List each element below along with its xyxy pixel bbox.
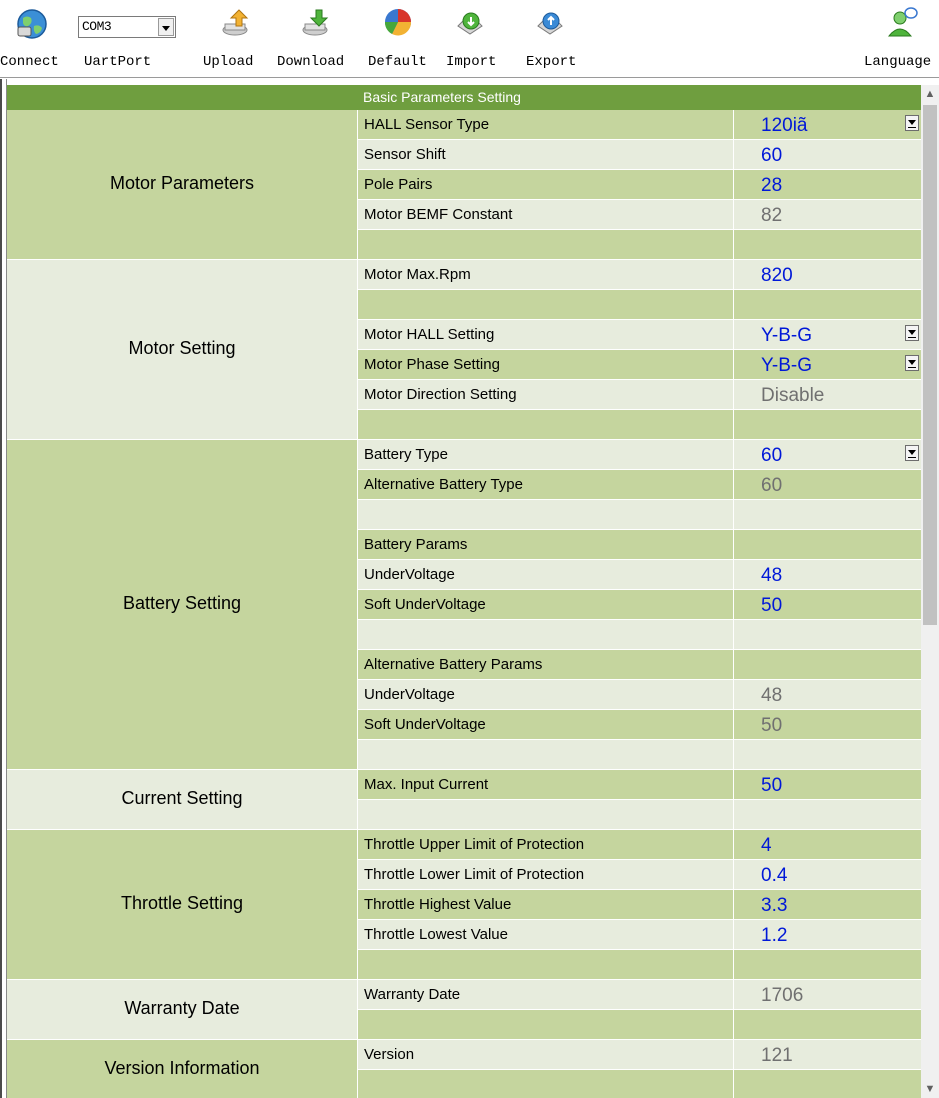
parameter-grid-frame	[0, 79, 939, 1098]
parameter-row	[357, 950, 921, 980]
parameter-label: Throttle Highest Value	[364, 896, 512, 913]
dropdown-arrow-icon[interactable]	[905, 325, 919, 341]
parameter-value-cell	[733, 230, 921, 259]
parameter-label-cell	[357, 920, 733, 949]
uartport-label: UartPort	[84, 54, 152, 70]
parameter-label: Max. Input Current	[364, 776, 489, 793]
upload-button[interactable]	[203, 0, 277, 76]
parameter-label-cell	[357, 650, 733, 679]
parameter-value-select[interactable]	[733, 350, 921, 379]
group-label: Motor Setting	[128, 338, 236, 358]
parameter-value-cell	[733, 1010, 921, 1039]
parameter-value-cell	[733, 410, 921, 439]
parameter-label-cell	[357, 380, 733, 409]
language-label: Language	[864, 54, 932, 70]
parameter-row	[357, 170, 921, 200]
parameter-row	[357, 620, 921, 650]
parameter-label-cell	[357, 1010, 733, 1039]
parameter-label-cell	[357, 470, 733, 499]
parameter-value: Y-B-G	[761, 325, 813, 346]
parameter-value: 121	[761, 1045, 793, 1066]
parameter-row	[357, 440, 921, 470]
export-label: Export	[526, 54, 577, 70]
port-select-value: COM3	[82, 19, 112, 34]
parameter-value: 28	[761, 175, 783, 196]
parameter-label: Alternative Battery Params	[364, 656, 543, 673]
parameter-label-cell	[357, 680, 733, 709]
parameter-row	[357, 680, 921, 710]
download-button[interactable]	[277, 0, 359, 76]
parameter-row	[357, 380, 921, 410]
parameter-row	[357, 800, 921, 830]
parameter-label-cell	[357, 830, 733, 859]
parameter-label: Throttle Lowest Value	[364, 926, 508, 943]
parameter-label-cell	[357, 320, 733, 349]
parameter-row	[357, 920, 921, 950]
connect-label: Connect	[0, 54, 59, 70]
parameter-value: 48	[761, 685, 783, 706]
parameter-label: UnderVoltage	[364, 566, 455, 583]
parameter-value-cell	[733, 200, 921, 229]
toolbar	[0, 0, 939, 78]
parameter-label: UnderVoltage	[364, 686, 455, 703]
parameter-label: Motor Direction Setting	[364, 386, 517, 403]
parameter-row	[357, 740, 921, 770]
parameter-label: Throttle Upper Limit of Protection	[364, 836, 585, 853]
parameter-label: Motor Phase Setting	[364, 356, 500, 373]
parameter-label: Motor BEMF Constant	[364, 206, 513, 223]
parameter-label: Motor Max.Rpm	[364, 266, 471, 283]
parameter-label-cell	[357, 230, 733, 259]
parameter-row	[357, 860, 921, 890]
group-battery-setting	[7, 440, 357, 770]
parameter-value-cell	[733, 800, 921, 829]
group-current-setting	[7, 770, 357, 830]
parameter-label-cell	[357, 620, 733, 649]
parameter-label-cell	[357, 200, 733, 229]
parameter-value-cell[interactable]	[733, 890, 921, 919]
parameter-label-cell	[357, 710, 733, 739]
parameter-row	[357, 650, 921, 680]
parameter-row	[357, 1040, 921, 1070]
parameter-row	[357, 560, 921, 590]
parameter-row	[357, 290, 921, 320]
parameter-label-cell	[357, 440, 733, 469]
parameter-value: 50	[761, 715, 783, 736]
parameter-row	[357, 530, 921, 560]
parameter-label: Throttle Lower Limit of Protection	[364, 866, 585, 883]
parameter-value: 820	[761, 265, 793, 286]
parameter-label: Soft UnderVoltage	[364, 716, 486, 733]
parameter-row	[357, 320, 921, 350]
parameter-value: Disable	[761, 385, 825, 406]
parameter-row	[357, 710, 921, 740]
parameter-label: Soft UnderVoltage	[364, 596, 486, 613]
parameter-value-cell	[733, 980, 921, 1009]
group-throttle-setting	[7, 830, 357, 980]
language-user-icon	[886, 6, 918, 38]
grid-header	[7, 85, 921, 110]
grid-header-title: Basic Parameters Setting	[363, 89, 521, 105]
parameter-value: 120iã	[761, 115, 808, 136]
parameter-value-select[interactable]	[733, 320, 921, 349]
parameter-label: Warranty Date	[364, 986, 461, 1003]
parameter-value-select[interactable]	[733, 440, 921, 469]
default-pie-icon	[382, 6, 414, 38]
parameter-value-select[interactable]	[733, 110, 921, 139]
parameter-label-cell	[357, 170, 733, 199]
parameter-value: 60	[761, 475, 783, 496]
parameter-value: 50	[761, 595, 783, 616]
default-label: Default	[368, 54, 427, 70]
parameter-value: 50	[761, 775, 783, 796]
vertical-scrollbar[interactable]	[921, 85, 939, 1098]
parameter-value-cell	[733, 740, 921, 769]
parameter-value-cell[interactable]	[733, 170, 921, 199]
parameter-value-cell	[733, 1040, 921, 1069]
parameter-row	[357, 110, 921, 140]
parameter-label-cell	[357, 740, 733, 769]
default-button[interactable]	[368, 0, 442, 76]
parameter-value: 60	[761, 145, 783, 166]
parameter-label-cell	[357, 1070, 733, 1098]
parameter-label-cell	[357, 770, 733, 799]
parameter-label-cell	[357, 980, 733, 1009]
connect-globe-icon	[16, 8, 48, 40]
parameter-value-cell	[733, 950, 921, 979]
parameter-row	[357, 230, 921, 260]
group-version-information	[7, 1040, 357, 1098]
parameter-value-cell	[733, 290, 921, 319]
parameter-value-cell	[733, 620, 921, 649]
parameter-value: 60	[761, 445, 783, 466]
parameter-label-cell	[357, 950, 733, 979]
group-label: Battery Setting	[122, 593, 242, 613]
parameter-label-cell	[357, 860, 733, 889]
parameter-label: Battery Type	[364, 446, 448, 463]
parameter-value-cell[interactable]	[733, 860, 921, 889]
parameter-grid	[7, 85, 921, 1098]
parameter-value-cell	[733, 1070, 921, 1098]
parameter-label-cell	[357, 110, 733, 139]
parameter-value-cell[interactable]	[733, 830, 921, 859]
parameter-value-cell	[733, 680, 921, 709]
parameter-value-cell	[733, 380, 921, 409]
group-label: Warranty Date	[124, 998, 240, 1018]
parameter-row	[357, 260, 921, 290]
parameter-value-cell	[733, 500, 921, 529]
parameter-value-cell[interactable]	[733, 560, 921, 589]
parameter-value: 1.2	[761, 925, 788, 946]
group-label: Version Information	[104, 1058, 260, 1078]
parameter-row	[357, 590, 921, 620]
parameter-value: 3.3	[761, 895, 788, 916]
parameter-row	[357, 890, 921, 920]
export-disc-icon	[534, 6, 566, 38]
parameter-value: 1706	[761, 985, 804, 1006]
parameter-value: 82	[761, 205, 783, 226]
group-motor-parameters	[7, 110, 357, 260]
parameter-label-cell	[357, 140, 733, 169]
parameter-value: Y-B-G	[761, 355, 813, 376]
parameter-row	[357, 140, 921, 170]
scrollbar-thumb[interactable]	[923, 105, 937, 625]
parameter-row	[357, 1070, 921, 1098]
parameter-label-cell	[357, 590, 733, 619]
parameter-label-cell	[357, 530, 733, 559]
dropdown-arrow-icon[interactable]	[905, 445, 919, 461]
frame-border	[0, 79, 2, 1098]
parameter-value-cell[interactable]	[733, 920, 921, 949]
dropdown-arrow-icon[interactable]	[905, 115, 919, 131]
parameter-value-cell[interactable]	[733, 140, 921, 169]
scroll-up-icon[interactable]: ▲	[924, 88, 936, 100]
parameter-value-cell	[733, 530, 921, 559]
upload-label: Upload	[203, 54, 254, 70]
parameter-label-cell	[357, 560, 733, 589]
parameter-label-cell	[357, 260, 733, 289]
group-label: Throttle Setting	[120, 893, 244, 913]
parameter-row	[357, 500, 921, 530]
parameter-label-cell	[357, 410, 733, 439]
parameter-value-cell	[733, 710, 921, 739]
import-button[interactable]	[446, 0, 510, 76]
upload-icon	[221, 6, 253, 38]
parameter-label-cell	[357, 290, 733, 319]
parameter-label-cell	[357, 500, 733, 529]
parameter-value-cell[interactable]	[733, 770, 921, 799]
parameter-value: 0.4	[761, 865, 788, 886]
parameter-label: Version	[364, 1046, 415, 1063]
export-button[interactable]	[526, 0, 590, 76]
parameter-row	[357, 980, 921, 1010]
group-warranty-date	[7, 980, 357, 1040]
language-button[interactable]	[862, 0, 939, 76]
parameter-value: 48	[761, 565, 783, 586]
download-icon	[301, 6, 333, 38]
group-motor-setting	[7, 260, 357, 440]
parameter-value: 4	[761, 835, 772, 856]
parameter-value-cell[interactable]	[733, 260, 921, 289]
parameter-label: Battery Params	[364, 536, 468, 553]
parameter-value-cell	[733, 650, 921, 679]
parameter-label: Alternative Battery Type	[364, 476, 523, 493]
uartport-button[interactable]	[84, 0, 168, 76]
parameter-value-cell[interactable]	[733, 590, 921, 619]
parameter-row	[357, 830, 921, 860]
parameter-label: Sensor Shift	[364, 146, 446, 163]
parameter-label-cell	[357, 890, 733, 919]
parameter-row	[357, 350, 921, 380]
parameter-row	[357, 200, 921, 230]
parameter-row	[357, 470, 921, 500]
parameter-label-cell	[357, 800, 733, 829]
group-label: Motor Parameters	[109, 173, 255, 193]
parameter-label: Pole Pairs	[364, 176, 433, 193]
import-label: Import	[446, 54, 497, 70]
parameter-row	[357, 1010, 921, 1040]
dropdown-arrow-icon[interactable]	[905, 355, 919, 371]
parameter-row	[357, 410, 921, 440]
connect-button[interactable]	[0, 0, 78, 76]
scroll-down-icon[interactable]: ▼	[924, 1083, 936, 1095]
group-label: Current Setting	[121, 788, 243, 808]
parameter-label: HALL Sensor Type	[364, 116, 490, 133]
download-label: Download	[277, 54, 345, 70]
parameter-label-cell	[357, 1040, 733, 1069]
parameter-label-cell	[357, 350, 733, 379]
parameter-value-cell	[733, 470, 921, 499]
parameter-row	[357, 770, 921, 800]
parameter-label: Motor HALL Setting	[364, 326, 495, 343]
import-disc-icon	[454, 6, 486, 38]
